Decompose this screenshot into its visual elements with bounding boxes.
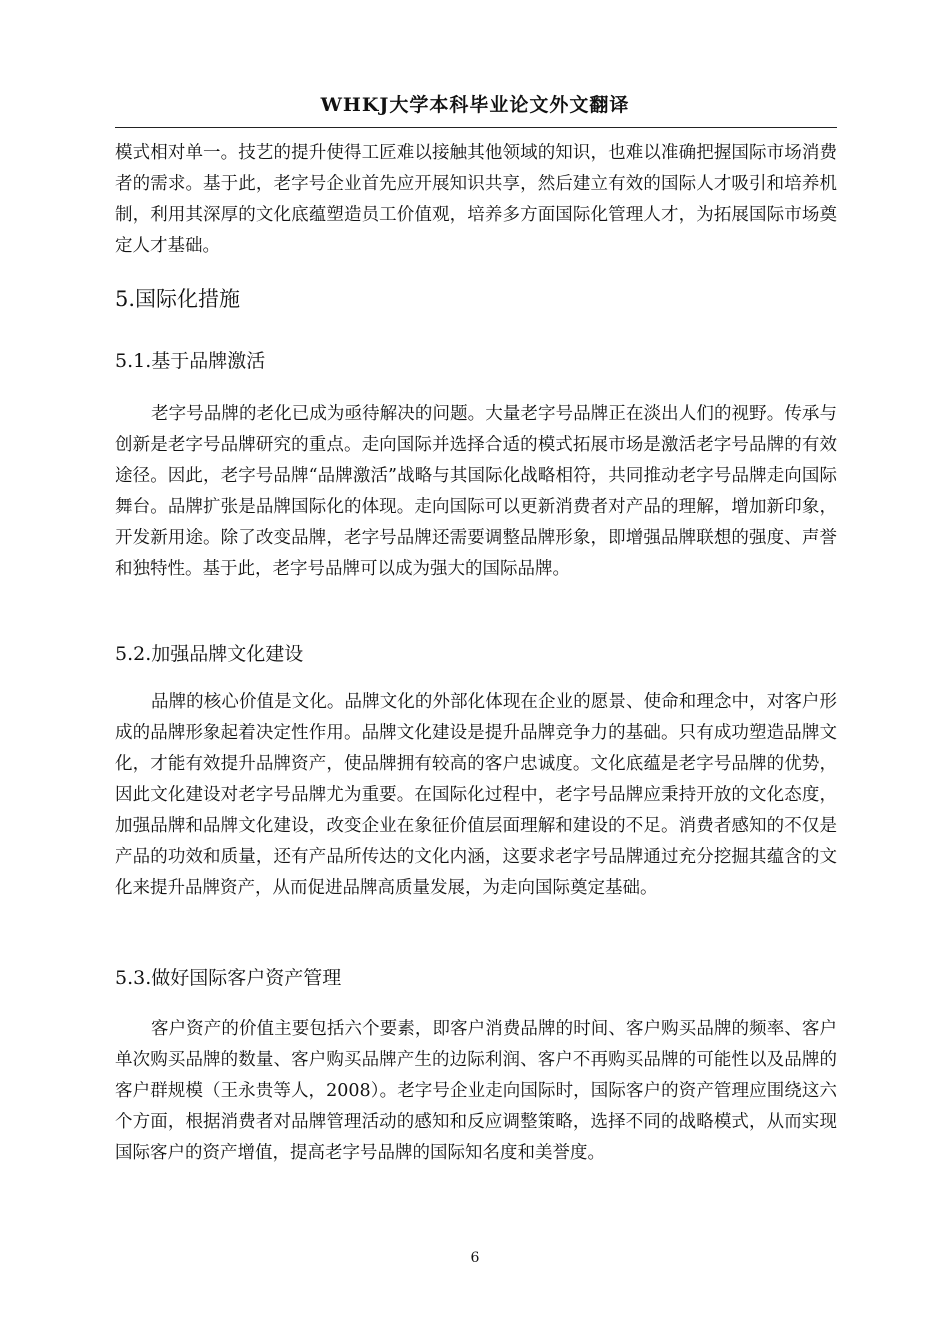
- section-5-3-heading: 5.3.做好国际客户资产管理: [115, 967, 342, 989]
- header-divider: [115, 127, 837, 128]
- section-5-1-heading: 5.1.基于品牌激活: [115, 350, 266, 372]
- section-5-1-paragraph: 老字号品牌的老化已成为亟待解决的问题。大量老字号品牌正在淡出人们的视野。传承与创新是老字号品牌研究的重点。走向国际并选择合适的模式拓展市场是激活老字号品牌的有效途径。因此，老字号品牌“品牌激活”战略与其国际化战略相符，共同推动老字号品牌走向国际舞台。品牌扩张是品牌国际化的体现。走向国际可以更新消费者对产品的理解，增加新印象，开发新用途。除了改变品牌，老字号品牌还需要调整品牌形象，即增强品牌联想的强度、声誉和独特性。基于此，老字号品牌可以成为强大的国际品牌。: [115, 404, 837, 579]
- page-header-title: WHKJ大学本科毕业论文外文翻译: [320, 94, 630, 116]
- section-5-2-heading: 5.2.加强品牌文化建设: [115, 643, 304, 665]
- section-5-2-paragraph: 品牌的核心价值是文化。品牌文化的外部化体现在企业的愿景、使命和理念中，对客户形成的品牌形象起着决定性作用。品牌文化建设是提升品牌竞争力的基础。只有成功塑造品牌文化，才能有效提升品牌资产，使品牌拥有较高的客户忠诚度。文化底蕴是老字号品牌的优势，因此文化建设对老字号品牌尤为重要。在国际化过程中，老字号品牌应秉持开放的文化态度，加强品牌和品牌文化建设，改变企业在象征价值层面理解和建设的不足。消费者感知的不仅是产品的功效和质量，还有产品所传达的文化内涵，这要求老字号品牌通过充分挖掘其蕴含的文化来提升品牌资产，从而促进品牌高质量发展，为走向国际奠定基础。: [115, 692, 837, 898]
- section-5-3-paragraph: 客户资产的价值主要包括六个要素，即客户消费品牌的时间、客户购买品牌的频率、客户单次购买品牌的数量、客户购买品牌产生的边际利润、客户不再购买品牌的可能性以及品牌的客户群规模（王永贵等人，2008）。老字号企业走向国际时，国际客户的资产管理应围绕这六个方面，根据消费者对品牌管理活动的感知和反应调整策略，选择不同的战略模式，从而实现国际客户的资产增值，提高老字号品牌的国际知名度和美誉度。: [115, 1019, 837, 1163]
- section-5-heading: 5.国际化措施: [115, 287, 241, 311]
- page-number: 6: [470, 1250, 480, 1266]
- intro-paragraph: 模式相对单一。技艺的提升使得工匠难以接触其他领域的知识，也难以准确把握国际市场消费者的需求。基于此，老字号企业首先应开展知识共享，然后建立有效的国际人才吸引和培养机制，利用其深厚的文化底蕴塑造员工价值观，培养多方面国际化管理人才，为拓展国际市场奠定人才基础。: [115, 143, 837, 256]
